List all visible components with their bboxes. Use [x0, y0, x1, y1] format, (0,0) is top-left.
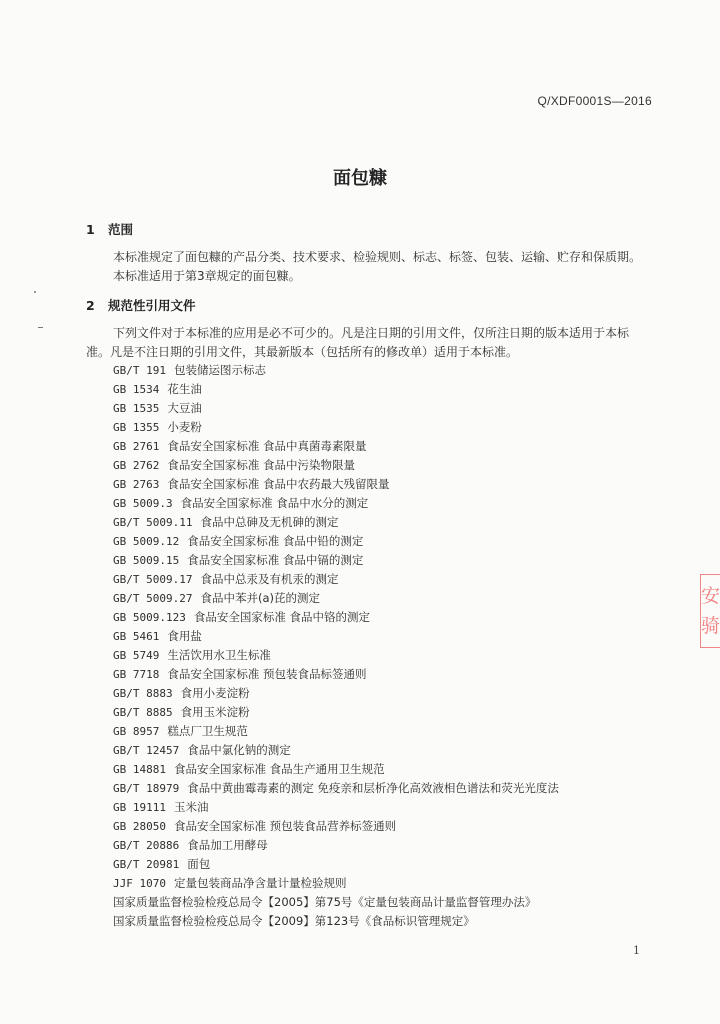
- ref-code: GB 8957: [113, 725, 160, 738]
- section-title: 规范性引用文件: [108, 298, 196, 313]
- list-item: [113, 874, 559, 893]
- document-code: Q/XDF0001S—2016: [537, 94, 652, 108]
- ref-code: GB/T 5009.11: [113, 516, 193, 529]
- scope-line-1: 本标准规定了面包糠的产品分类、技术要求、检验规则、标志、标签、包装、运输、贮存和保质期。: [113, 250, 642, 264]
- ref-code: GB 5009.12: [113, 535, 180, 548]
- ref-title: 食品安全国家标准 食品中铬的测定: [193, 610, 371, 624]
- list-item: [113, 836, 559, 855]
- ref-title: 食品安全国家标准 食品中真菌毒素限量: [167, 439, 367, 453]
- list-item: [113, 798, 559, 817]
- reference-list: [113, 361, 559, 931]
- ref-code: GB 2761: [113, 440, 160, 453]
- ref-code: GB/T 12457: [113, 744, 180, 757]
- ref-title: 面包: [187, 857, 211, 871]
- list-item: [113, 418, 559, 437]
- ref-code: GB/T 191: [113, 364, 166, 377]
- list-item: [113, 741, 559, 760]
- ref-code: GB/T 5009.27: [113, 592, 193, 605]
- ref-title: 食用小麦淀粉: [180, 686, 250, 700]
- ref-title: 小麦粉: [167, 420, 202, 434]
- list-item: [113, 855, 559, 874]
- ref-code: GB 5749: [113, 649, 160, 662]
- section-heading-scope: [86, 220, 133, 238]
- ref-code: GB/T 18979: [113, 782, 180, 795]
- ref-title: 食品安全国家标准 食品中污染物限量: [167, 458, 356, 472]
- list-item: [113, 456, 559, 475]
- ref-title: 食品中氯化钠的测定: [187, 743, 291, 757]
- ref-code: GB 1355: [113, 421, 160, 434]
- ref-title: 食用玉米淀粉: [180, 705, 250, 719]
- list-item: [113, 551, 559, 570]
- scan-speck: [38, 327, 43, 328]
- section-number: 2: [86, 298, 95, 313]
- ref-code: GB 28050: [113, 820, 166, 833]
- ref-code: GB 1535: [113, 402, 160, 415]
- ref-code: GB 14881: [113, 763, 166, 776]
- list-item: [113, 399, 559, 418]
- ref-title: 花生油: [167, 382, 202, 396]
- ref-title: 食品加工用酵母: [187, 838, 268, 852]
- ref-title: 食品安全国家标准 食品中农药最大残留限量: [167, 477, 390, 491]
- ref-title: 国家质量监督检验检疫总局令【2009】第123号《食品标识管理规定》: [113, 914, 475, 928]
- ref-title: 生活饮用水卫生标准: [167, 648, 271, 662]
- scope-line-2: 本标准适用于第3章规定的面包糠。: [113, 269, 301, 283]
- scan-speck: [34, 291, 36, 293]
- ref-code: GB 5461: [113, 630, 160, 643]
- ref-code: GB 2762: [113, 459, 160, 472]
- ref-code: GB 5009.3: [113, 497, 173, 510]
- list-item: [113, 494, 559, 513]
- list-item: [113, 684, 559, 703]
- list-item: [113, 722, 559, 741]
- section-title: 范围: [108, 222, 134, 237]
- page-title: 面包糠: [333, 168, 387, 189]
- ref-code: GB 19111: [113, 801, 166, 814]
- list-item: [113, 437, 559, 456]
- list-item: [113, 646, 559, 665]
- ref-code: GB 5009.15: [113, 554, 180, 567]
- ref-title: 食品中苯并(a)芘的测定: [200, 591, 321, 605]
- ref-title: 食品中黄曲霉毒素的测定 免疫亲和层析净化高效液相色谱法和荧光光度法: [187, 781, 559, 795]
- section-number: 1: [86, 222, 95, 237]
- list-item: [113, 570, 559, 589]
- ref-code: JJF 1070: [113, 877, 166, 890]
- list-item: [113, 380, 559, 399]
- ref-title: 食品中总汞及有机汞的测定: [200, 572, 339, 586]
- ref-title: 食品安全国家标准 预包装食品标签通则: [167, 667, 367, 681]
- list-item: [113, 361, 559, 380]
- ref-title: 食品安全国家标准 预包装食品营养标签通则: [173, 819, 397, 833]
- ref-code: GB/T 8885: [113, 706, 173, 719]
- seal-char: 骑: [701, 615, 720, 637]
- ref-code: GB 7718: [113, 668, 160, 681]
- ref-title: 食品安全国家标准 食品生产通用卫生规范: [173, 762, 385, 776]
- page-number: 1: [633, 944, 640, 957]
- seal-stamp: [700, 574, 720, 648]
- ref-title: 定量包装商品净含量计量检验规则: [173, 876, 347, 890]
- ref-code: GB/T 8883: [113, 687, 173, 700]
- list-item: [113, 779, 559, 798]
- ref-title: 食品安全国家标准 食品中铅的测定: [187, 534, 364, 548]
- ref-code: GB/T 20886: [113, 839, 180, 852]
- section-heading-normative: [86, 296, 196, 314]
- ref-title: 食用盐: [167, 629, 202, 643]
- list-item: [113, 589, 559, 608]
- ref-title: 食品安全国家标准 食品中镉的测定: [187, 553, 364, 567]
- seal-char: 安: [701, 585, 720, 607]
- ref-title: 大豆油: [167, 401, 202, 415]
- ref-code: GB 2763: [113, 478, 160, 491]
- ref-title: 食品安全国家标准 食品中水分的测定: [180, 496, 369, 510]
- list-item: [113, 532, 559, 551]
- normative-intro-line-2: 准。凡是不注日期的引用文件，其最新版本（包括所有的修改单）适用于本标准。: [86, 345, 519, 359]
- list-item: [113, 475, 559, 494]
- list-item: [113, 893, 559, 912]
- ref-title: 糕点厂卫生规范: [167, 724, 248, 738]
- list-item: [113, 760, 559, 779]
- normative-intro-line-1: 下列文件对于本标准的应用是必不可少的。凡是注日期的引用文件，仅所注日期的版本适用于本标: [113, 326, 630, 340]
- ref-code: GB 1534: [113, 383, 160, 396]
- list-item: [113, 608, 559, 627]
- list-item: [113, 627, 559, 646]
- list-item: [113, 703, 559, 722]
- ref-code: GB/T 5009.17: [113, 573, 193, 586]
- list-item: [113, 912, 559, 931]
- ref-title: 玉米油: [173, 800, 209, 814]
- list-item: [113, 665, 559, 684]
- ref-title: 食品中总砷及无机砷的测定: [200, 515, 339, 529]
- ref-code: GB 5009.123: [113, 611, 186, 624]
- ref-title: 国家质量监督检验检疫总局令【2005】第75号《定量包装商品计量监督管理办法》: [113, 895, 537, 909]
- list-item: [113, 513, 559, 532]
- ref-code: GB/T 20981: [113, 858, 180, 871]
- list-item: [113, 817, 559, 836]
- ref-title: 包装储运图示标志: [173, 363, 266, 377]
